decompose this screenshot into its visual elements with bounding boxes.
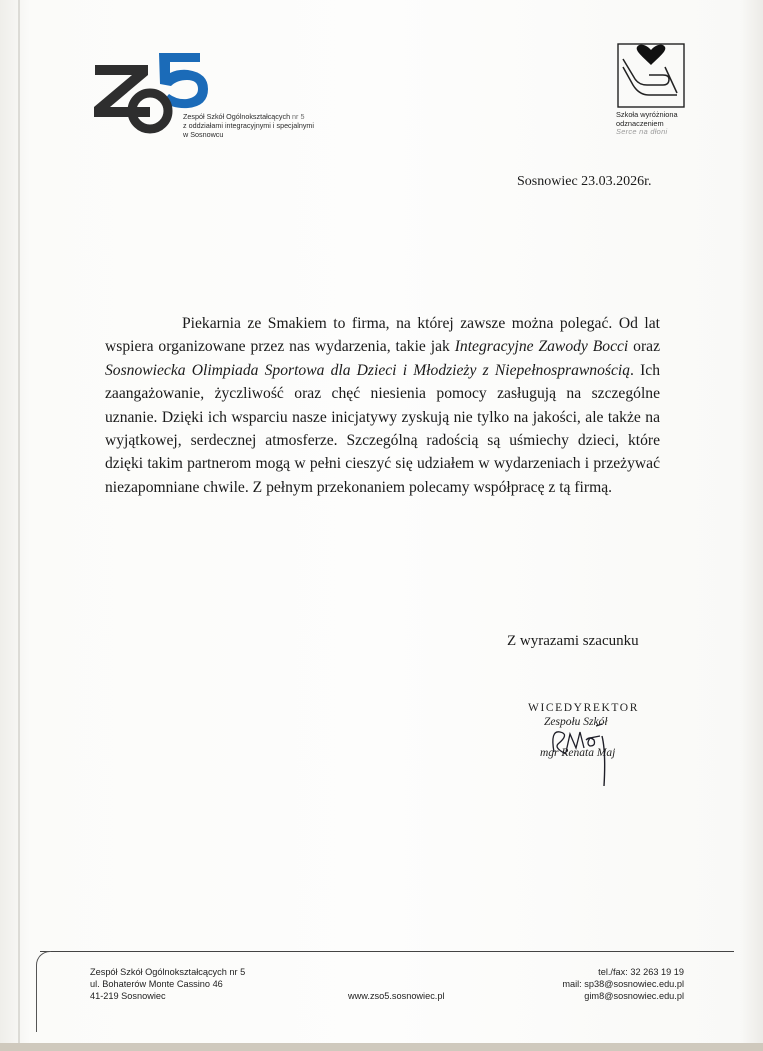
letter-date: Sosnowiec 23.03.2026r. (517, 174, 652, 189)
award-line2: odznaczeniem (616, 118, 664, 128)
closing-phrase: Z wyrazami szacunku (507, 633, 639, 649)
body-text-rest: . Ich zaangażowanie, życzliwość oraz chęć niesienia pomocy zasługują na szczególne uznanie. Dzięki ich wsparciu nasze inicjatywy zyskują nie tylko na jakości, ale także na wyjątkowej, serdecznej atmosferze. Szczególną radością są uśmiechy dzieci, które dzięki takim partnerom mogą w pełni cieszyć się udziałem w wydarzeniach i przeżywać niezapomniane chwile. Z pełnym przekonaniem polecamy współpracę z tą firmą. (105, 361, 660, 496)
stamp-organization: Zespołu Szkół (544, 716, 608, 728)
footer-address-line1: Zespół Szkół Ogólnokształcących nr 5 (90, 967, 246, 977)
footer-mail2: gim8@sosnowiec.edu.pl (584, 991, 684, 1001)
school-name-line2: z oddziałami integracyjnymi i specjalnymi (183, 121, 315, 130)
school-name-number: nr 5 (290, 112, 305, 121)
award-motto: Serce na dłoni (616, 127, 668, 137)
footer-divider (40, 951, 734, 952)
footer-mail1: mail: sp38@sosnowiec.edu.pl (562, 979, 684, 989)
event-name-bocci: Integracyjne Zawody Bocci (454, 338, 629, 356)
award-line1: Szkoła wyróżniona (616, 110, 678, 119)
footer-address (90, 966, 245, 1002)
heart-in-hand-icon (617, 43, 685, 108)
letter-body (105, 312, 660, 499)
handwritten-signature (540, 722, 620, 788)
school-name-line1: Zespół Szkół Ogólnokształcących (183, 112, 291, 121)
award-caption (616, 111, 696, 137)
paper-edge (18, 0, 20, 1051)
school-name-line3: w Sosnowcu (183, 130, 224, 139)
stamp-role: WICEDYREKTOR (528, 702, 639, 714)
body-conjunction: oraz (628, 338, 660, 356)
school-name (183, 112, 314, 139)
footer-tel: tel./fax: 32 263 19 19 (598, 967, 684, 977)
stamp-name: mgr Renata Maj (540, 747, 616, 759)
paper-bottom-edge (0, 1043, 763, 1051)
footer-contact (530, 966, 684, 1002)
body-text-start: Piekarnia ze Smakiem to firma, na której zawsze można polegać. Od lat wspiera organizowane przez nas wydarzenia, takie jak (105, 315, 660, 356)
event-name-olympiad: Sosnowiecka Olimpiada Sportowa dla Dzieci i Młodzieży z Niepełnosprawnością (105, 361, 630, 379)
footer-corner-line (36, 951, 51, 1032)
footer-website: www.zso5.sosnowiec.pl (348, 991, 445, 1001)
footer-address-line3: 41-219 Sosnowiec (90, 991, 166, 1001)
footer-address-line2: ul. Bohaterów Monte Cassino 46 (90, 979, 223, 989)
